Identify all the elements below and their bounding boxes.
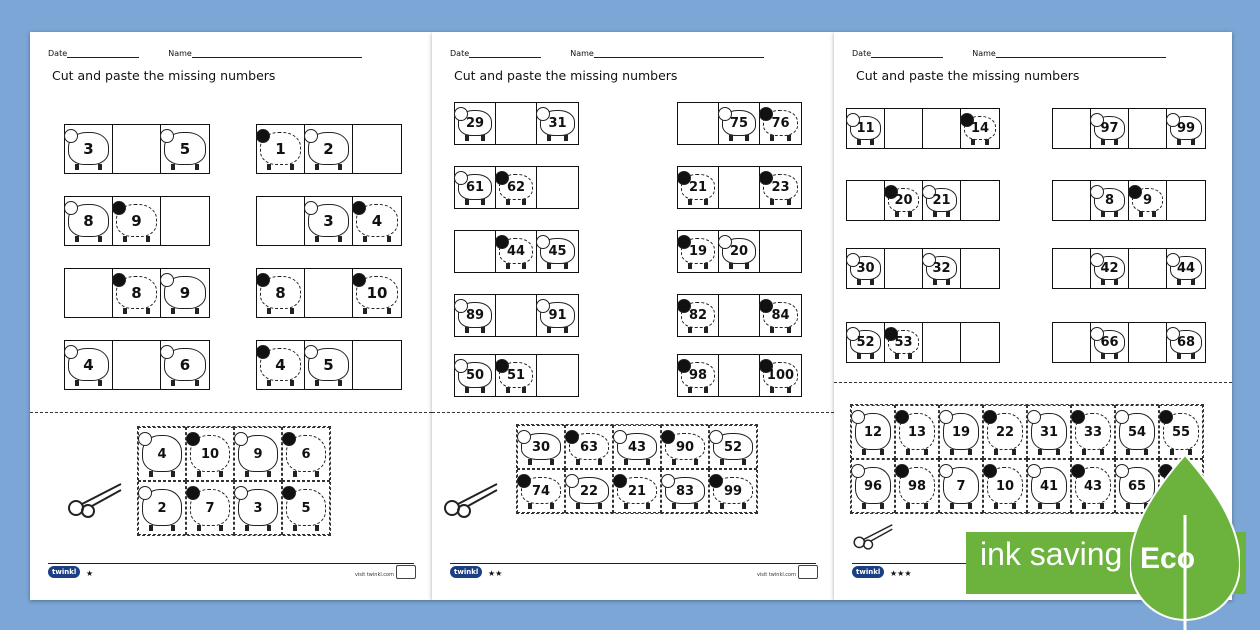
number-label: 29	[465, 116, 485, 131]
empty-box[interactable]	[1053, 181, 1091, 220]
scissors-icon	[442, 478, 502, 518]
empty-box[interactable]	[537, 167, 578, 208]
number-box	[161, 269, 209, 317]
number-box	[161, 341, 209, 389]
empty-box[interactable]	[113, 341, 161, 389]
empty-box[interactable]	[1129, 323, 1167, 362]
number-strip	[64, 196, 210, 246]
cut-out-card[interactable]	[1159, 405, 1203, 459]
number-label: 13	[907, 424, 927, 440]
number-box	[537, 103, 578, 144]
number-strip	[846, 248, 1000, 289]
twinkl-logo: twinkl	[852, 566, 884, 578]
number-label: 45	[548, 244, 567, 259]
empty-box[interactable]	[455, 231, 496, 272]
cut-out-card[interactable]	[517, 469, 565, 513]
name-label: Name	[570, 49, 594, 58]
cut-line	[30, 412, 432, 413]
number-label: 8	[1104, 193, 1115, 208]
number-label: 4	[371, 212, 383, 230]
cut-line	[432, 412, 834, 413]
empty-box[interactable]	[113, 125, 161, 173]
empty-box[interactable]	[353, 341, 401, 389]
cut-out-card[interactable]	[186, 481, 234, 535]
number-box	[537, 231, 578, 272]
cut-out-card[interactable]	[613, 469, 661, 513]
empty-box[interactable]	[678, 103, 719, 144]
empty-box[interactable]	[885, 109, 923, 148]
cut-out-card[interactable]	[1027, 405, 1071, 459]
number-label: 21	[688, 180, 708, 195]
number-strip	[256, 340, 402, 390]
number-label: 3	[323, 212, 334, 230]
cut-out-card[interactable]	[565, 469, 613, 513]
eco-label: Eco	[1140, 542, 1196, 575]
twinkl-logo: twinkl	[450, 566, 482, 578]
number-box	[678, 167, 719, 208]
number-label: 8	[83, 212, 94, 230]
number-label: 4	[83, 356, 94, 374]
number-box	[1091, 109, 1129, 148]
cut-out-card[interactable]	[851, 405, 895, 459]
date-label: Date	[48, 49, 68, 58]
empty-box[interactable]	[65, 269, 113, 317]
number-label: 21	[932, 193, 951, 208]
empty-box[interactable]	[847, 181, 885, 220]
number-label: 51	[506, 368, 526, 383]
number-label: 84	[771, 308, 790, 323]
number-box	[496, 231, 537, 272]
empty-box[interactable]	[923, 323, 961, 362]
empty-box[interactable]	[305, 269, 353, 317]
number-box	[455, 355, 496, 396]
number-label: 32	[932, 261, 951, 276]
number-label: 6	[301, 446, 311, 462]
number-label: 9	[1142, 193, 1153, 208]
number-label: 10	[366, 284, 388, 302]
empty-box[interactable]	[1129, 109, 1167, 148]
empty-box[interactable]	[719, 355, 760, 396]
number-label: 75	[729, 116, 749, 131]
date-label: Date	[852, 49, 872, 58]
cut-out-card[interactable]	[282, 427, 330, 481]
number-box	[885, 181, 923, 220]
number-box	[1167, 249, 1205, 288]
number-box	[1091, 181, 1129, 220]
cut-out-card[interactable]	[1071, 459, 1115, 513]
number-label: 74	[531, 483, 551, 499]
cut-out-card[interactable]	[138, 481, 186, 535]
header-row	[450, 49, 764, 58]
number-label: 89	[465, 308, 485, 323]
empty-box[interactable]	[961, 181, 999, 220]
number-strip	[454, 354, 579, 397]
cut-out-card[interactable]	[983, 459, 1027, 513]
number-label: 55	[1171, 424, 1191, 440]
number-box	[760, 355, 801, 396]
header-row	[48, 49, 362, 58]
number-label: 54	[1127, 424, 1147, 440]
empty-box[interactable]	[1053, 249, 1091, 288]
number-box	[923, 249, 961, 288]
footer-line	[450, 563, 816, 564]
number-box	[678, 355, 719, 396]
number-label: 43	[627, 439, 647, 455]
number-box	[257, 341, 305, 389]
number-label: 1	[275, 140, 286, 158]
number-strip	[256, 268, 402, 318]
number-label: 33	[1083, 424, 1103, 440]
number-label: 9	[253, 446, 263, 462]
number-box	[113, 197, 161, 245]
cut-out-card[interactable]	[1027, 459, 1071, 513]
cut-out-card[interactable]	[1115, 405, 1159, 459]
cut-out-card[interactable]	[1071, 405, 1115, 459]
empty-box[interactable]	[496, 103, 537, 144]
number-box	[678, 295, 719, 336]
number-label: 22	[995, 424, 1015, 440]
number-strip	[64, 268, 210, 318]
number-label: 30	[531, 439, 551, 455]
number-strip	[454, 166, 579, 209]
number-strip	[1052, 248, 1206, 289]
number-label: 83	[675, 483, 695, 499]
number-label: 100	[766, 368, 795, 383]
empty-box[interactable]	[760, 231, 801, 272]
number-strip	[454, 230, 579, 273]
number-box	[537, 295, 578, 336]
name-label: Name	[972, 49, 996, 58]
number-label: 19	[951, 424, 971, 440]
number-strip	[1052, 180, 1206, 221]
empty-box[interactable]	[1053, 109, 1091, 148]
number-label: 5	[323, 356, 334, 374]
number-box	[719, 231, 760, 272]
number-label: 68	[1176, 335, 1196, 350]
number-label: 4	[157, 446, 167, 462]
cut-out-card[interactable]	[895, 405, 939, 459]
number-label: 22	[579, 483, 599, 499]
number-box	[257, 269, 305, 317]
number-label: 11	[856, 121, 875, 136]
number-box	[760, 103, 801, 144]
cut-out-card[interactable]	[939, 405, 983, 459]
number-label: 7	[205, 500, 215, 516]
number-box	[1167, 323, 1205, 362]
difficulty-stars: ★★	[488, 569, 503, 578]
number-label: 90	[675, 439, 695, 455]
cut-out-card[interactable]	[138, 427, 186, 481]
visit-link: visit twinkl.com	[354, 572, 394, 578]
number-label: 82	[688, 308, 708, 323]
scissors-icon	[852, 520, 896, 550]
number-label: 53	[894, 335, 913, 350]
empty-box[interactable]	[961, 323, 999, 362]
number-label: 66	[1100, 335, 1119, 350]
number-strip	[677, 230, 802, 273]
number-label: 99	[1176, 121, 1196, 136]
number-strip	[256, 196, 402, 246]
number-box	[847, 109, 885, 148]
cut-out-card[interactable]	[895, 459, 939, 513]
number-label: 42	[1100, 261, 1119, 276]
number-label: 3	[83, 140, 94, 158]
number-box	[847, 323, 885, 362]
number-box	[305, 341, 353, 389]
number-label: 31	[548, 116, 567, 131]
number-strip	[256, 124, 402, 174]
page-title: Cut and paste the missing numbers	[52, 68, 276, 83]
number-box	[353, 197, 401, 245]
number-box	[113, 269, 161, 317]
number-box	[496, 355, 537, 396]
date-label: Date	[450, 49, 470, 58]
number-label: 12	[863, 424, 883, 440]
number-label: 52	[723, 439, 743, 455]
empty-box[interactable]	[885, 249, 923, 288]
number-label: 8	[131, 284, 142, 302]
number-label: 76	[771, 116, 790, 131]
number-label: 91	[548, 308, 567, 323]
number-strip	[454, 102, 579, 145]
number-strip	[677, 166, 802, 209]
number-box	[305, 125, 353, 173]
header-row	[852, 49, 1166, 58]
footer-line	[48, 563, 414, 564]
number-label: 65	[1127, 478, 1147, 494]
number-box	[678, 231, 719, 272]
number-label: 98	[907, 478, 927, 494]
number-strip	[1052, 322, 1206, 363]
number-label: 50	[465, 368, 485, 383]
cut-out-card[interactable]	[234, 481, 282, 535]
cut-out-card[interactable]	[851, 459, 895, 513]
number-box	[65, 197, 113, 245]
number-label: 43	[1083, 478, 1103, 494]
worksheet-page-1	[30, 32, 432, 600]
number-label: 5	[179, 140, 191, 158]
cut-out-card[interactable]	[517, 425, 565, 469]
number-label: 63	[579, 439, 599, 455]
name-label: Name	[168, 49, 192, 58]
empty-box[interactable]	[257, 197, 305, 245]
number-box	[65, 341, 113, 389]
number-label: 30	[856, 261, 875, 276]
number-label: 5	[301, 500, 311, 516]
number-label: 9	[131, 212, 142, 230]
quality-badge-icon	[396, 565, 416, 579]
page-title: Cut and paste the missing numbers	[454, 68, 678, 83]
number-label: 4	[275, 356, 286, 374]
ink-saving-label: ink saving	[980, 536, 1123, 572]
number-label: 23	[771, 180, 790, 195]
difficulty-stars: ★★★	[890, 569, 912, 578]
number-strip	[846, 322, 1000, 363]
cut-out-cards	[516, 424, 758, 514]
number-label: 31	[1039, 424, 1059, 440]
empty-box[interactable]	[719, 295, 760, 336]
number-label: 10	[995, 478, 1015, 494]
number-label: 98	[688, 368, 708, 383]
number-box	[455, 167, 496, 208]
cut-out-cards	[137, 426, 331, 536]
number-label: 3	[253, 500, 263, 516]
empty-box[interactable]	[923, 109, 961, 148]
number-strip	[677, 102, 802, 145]
empty-box[interactable]	[353, 125, 401, 173]
cut-out-card[interactable]	[983, 405, 1027, 459]
number-label: 8	[275, 284, 286, 302]
number-label: 62	[506, 180, 526, 195]
number-label: 99	[723, 483, 743, 499]
visit-link: visit twinkl.com	[756, 572, 796, 578]
difficulty-stars: ★	[86, 569, 94, 578]
cut-out-card[interactable]	[234, 427, 282, 481]
number-box	[923, 181, 961, 220]
number-box	[1129, 181, 1167, 220]
empty-box[interactable]	[1167, 181, 1205, 220]
number-label: 97	[1100, 121, 1119, 136]
number-label: 21	[627, 483, 647, 499]
number-label: 44	[1176, 261, 1196, 276]
number-box	[961, 109, 999, 148]
number-strip	[846, 180, 1000, 221]
number-label: 9	[179, 284, 191, 302]
cut-out-card[interactable]	[661, 469, 709, 513]
number-box	[305, 197, 353, 245]
number-label: 96	[863, 478, 883, 494]
cut-out-card[interactable]	[186, 427, 234, 481]
number-box	[719, 103, 760, 144]
number-box	[353, 269, 401, 317]
number-box	[161, 125, 209, 173]
number-strip	[1052, 108, 1206, 149]
number-box	[496, 167, 537, 208]
number-box	[455, 103, 496, 144]
scissors-icon	[66, 478, 126, 518]
number-strip	[677, 354, 802, 397]
cut-line	[834, 382, 1232, 383]
cut-out-card[interactable]	[709, 469, 757, 513]
number-box	[257, 125, 305, 173]
number-box	[847, 249, 885, 288]
number-box	[760, 167, 801, 208]
twinkl-logo: twinkl	[48, 566, 80, 578]
number-label: 14	[970, 121, 990, 136]
empty-box[interactable]	[1053, 323, 1091, 362]
page-title: Cut and paste the missing numbers	[856, 68, 1080, 83]
empty-box[interactable]	[496, 295, 537, 336]
number-label: 41	[1039, 478, 1059, 494]
number-box	[1091, 323, 1129, 362]
number-strip	[846, 108, 1000, 149]
cut-out-card[interactable]	[709, 425, 757, 469]
number-label: 10	[200, 446, 220, 462]
number-box	[455, 295, 496, 336]
empty-box[interactable]	[537, 355, 578, 396]
quality-badge-icon	[798, 565, 818, 579]
number-label: 52	[856, 335, 875, 350]
number-box	[1091, 249, 1129, 288]
number-label: 2	[157, 500, 167, 516]
number-box	[885, 323, 923, 362]
empty-box[interactable]	[961, 249, 999, 288]
number-label: 61	[465, 180, 485, 195]
worksheet-page-2	[432, 32, 834, 600]
number-label: 20	[894, 193, 913, 208]
number-strip	[454, 294, 579, 337]
number-box	[1167, 109, 1205, 148]
cut-out-card[interactable]	[661, 425, 709, 469]
number-box	[760, 295, 801, 336]
number-strip	[64, 124, 210, 174]
number-label: 2	[323, 140, 334, 158]
cut-out-card[interactable]	[282, 481, 330, 535]
number-strip	[677, 294, 802, 337]
cut-out-card[interactable]	[939, 459, 983, 513]
number-label: 7	[956, 478, 966, 494]
empty-box[interactable]	[1129, 249, 1167, 288]
number-label: 20	[729, 244, 749, 259]
number-label: 44	[506, 244, 526, 259]
empty-box[interactable]	[719, 167, 760, 208]
number-strip	[64, 340, 210, 390]
number-label: 19	[688, 244, 708, 259]
cut-out-card[interactable]	[565, 425, 613, 469]
number-box	[65, 125, 113, 173]
cut-out-card[interactable]	[613, 425, 661, 469]
number-label: 6	[179, 356, 191, 374]
empty-box[interactable]	[161, 197, 209, 245]
